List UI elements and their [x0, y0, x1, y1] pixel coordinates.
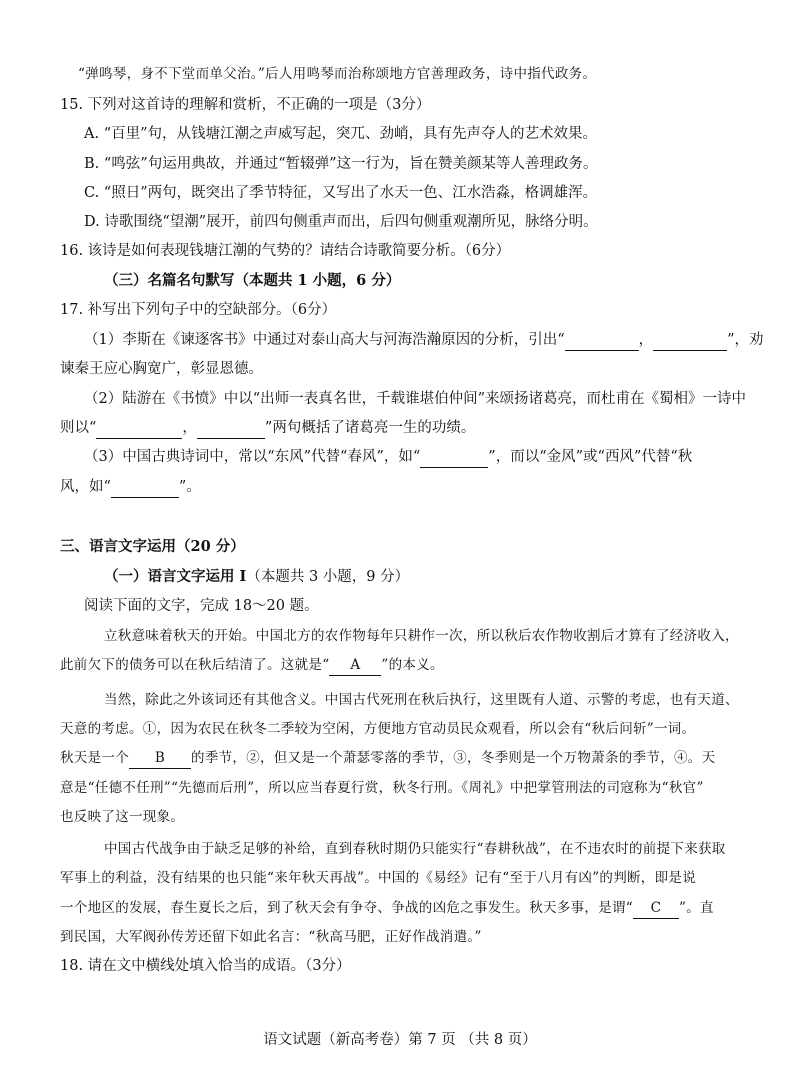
item-3-text-b: ”，而以“金风”或“西风”代替“秋	[488, 449, 693, 465]
passage-text: ”。直	[679, 900, 714, 916]
blank-2a	[96, 418, 182, 439]
question-17-item-1-line-2: 谏秦王应心胸宽广，彰显恩德。	[60, 361, 263, 377]
passage-p2-line-5: 也反映了这一现象。	[60, 809, 185, 825]
passage-p3-line-2: 军事上的利益，没有结果的也只能“来年秋天再战”。中国的《易经》记有“至于八月有凶”的判断，即是说	[60, 870, 697, 886]
item-2-sep: ，	[182, 420, 197, 436]
blank-b: B	[129, 748, 191, 769]
blank-1a	[565, 330, 639, 351]
passage-p2-line-1: 当然，除此之外该词还有其他含义。中国古代死刑在秋后执行，这里既有人道、示警的考虑，也有天道、	[104, 692, 739, 708]
question-15-option-d: D. 诗歌围绕“望潮”展开，前四句侧重声而出，后四句侧重观潮所见，脉络分明。	[84, 214, 598, 230]
subheading-rest: （本题共 3 小题，9 分）	[246, 569, 410, 585]
question-15-option-b: B. “鸣弦”句运用典故，并通过“暂辍弹”这一行为，旨在赞美颜某等人善理政务。	[84, 156, 598, 172]
blank-3a	[420, 447, 488, 468]
blank-3b	[111, 477, 179, 498]
question-17-item-3-line-1	[84, 447, 692, 468]
passage-text: 一个地区的发展，春生夏长之后，到了秋天会有争夺、争战的凶危之事发生。秋天多事，是谓“	[60, 900, 633, 916]
part-3-title: 三、语言文字运用（20 分）	[60, 538, 245, 555]
passage-p2-line-3	[60, 748, 715, 769]
question-17-item-2-line-1: （2）陆游在《书愤》中以“出师一表真名世，千载谁堪伯仲间”来颂扬诸葛亮，而杜甫在《蜀相》一诗中	[84, 391, 747, 407]
annotation-note: “弹鸣琴，身不下堂而单父治。”后人用鸣琴而治称颂地方官善理政务，诗中指代政务。	[78, 66, 597, 82]
passage-text: ”的本义。	[381, 657, 444, 673]
subheading-bold: （一）语言文字运用 I	[104, 568, 247, 585]
question-15-option-c: C. “照日”两句，既突出了季节特征，又写出了水天一色、江水浩淼，格调雄浑。	[84, 185, 598, 201]
blank-2b	[197, 418, 265, 439]
question-15-option-a: A. “百里”句，从钱塘江潮之声威写起，突兀、劲峭，具有先声夺人的艺术效果。	[84, 126, 598, 142]
section-heading-famous-lines: （三）名篇名句默写（本题共 1 小题，6 分）	[104, 272, 401, 289]
passage-text: 的季节，②，但又是一个萧瑟零落的季节，③，冬季则是一个万物萧条的季节，④。天	[191, 750, 716, 766]
passage-p2-line-4: 意是“任德不任刑”“先德而后刑”，所以应当春夏行赏，秋冬行刑。《周礼》中把掌管刑法的司寇称为“秋官”	[60, 780, 704, 796]
item-2-text-b: ”两句概括了诸葛亮一生的功绩。	[264, 420, 476, 436]
passage-p3-line-4: 到民国，大军阀孙传芳还留下如此名言：“秋高马肥，正好作战消遣。”	[60, 929, 482, 945]
part-3-subheading	[104, 567, 409, 587]
question-17-stem: 17. 补写出下列句子中的空缺部分。（6分）	[60, 302, 337, 318]
question-17-item-1-line-1	[84, 330, 764, 351]
passage-p2-line-2: 天意的考虑。①，因为农民在秋冬二季较为空闲，方便地方官动员民众观看，所以会有“秋后问斩”一词。	[60, 721, 696, 737]
item-1-text-a: （1）李斯在《谏逐客书》中通过对泰山高大与河海浩瀚原因的分析，引出“	[84, 332, 565, 348]
item-3-text-a: （3）中国古典诗词中，常以“东风”代替“春风”，如“	[84, 449, 421, 465]
blank-c: C	[633, 898, 679, 919]
item-1-end: ”，劝	[727, 332, 764, 348]
item-2-text-a: 则以“	[60, 420, 97, 436]
item-3-text-d: ”。	[178, 479, 201, 495]
blank-a: A	[329, 655, 381, 676]
passage-text: 秋天是一个	[60, 750, 129, 766]
question-18: 18. 请在文中横线处填入恰当的成语。（3分）	[60, 958, 351, 974]
item-3-text-c: 风，如“	[60, 479, 111, 495]
passage-text: 此前欠下的债务可以在秋后结清了。这就是“	[60, 657, 330, 673]
question-15-stem: 15. 下列对这首诗的理解和赏析，不正确的一项是（3分）	[60, 97, 431, 113]
question-17-item-2-line-2	[60, 418, 475, 439]
reading-instruction: 阅读下面的文字，完成 18～20 题。	[84, 598, 319, 614]
question-16: 16. 该诗是如何表现钱塘江潮的气势的？请结合诗歌简要分析。（6分）	[60, 243, 511, 259]
passage-p3-line-1: 中国古代战争由于缺乏足够的补给，直到春秋时期仍只能实行“春耕秋战”，在不违农时的前提下来获取	[104, 841, 726, 857]
item-1-sep: ，	[638, 332, 654, 348]
passage-p3-line-3	[60, 898, 714, 919]
passage-p1-line-1: 立秋意味着秋天的开始。中国北方的农作物每年只耕作一次，所以秋后农作物收割后才算有了经济收入，	[104, 628, 739, 644]
blank-1b	[653, 330, 727, 351]
passage-p1-line-2	[60, 655, 444, 676]
page-footer: 语文试题（新高考卷）第 7 页 （共 8 页）	[263, 1032, 537, 1048]
question-17-item-3-line-2	[60, 477, 201, 498]
